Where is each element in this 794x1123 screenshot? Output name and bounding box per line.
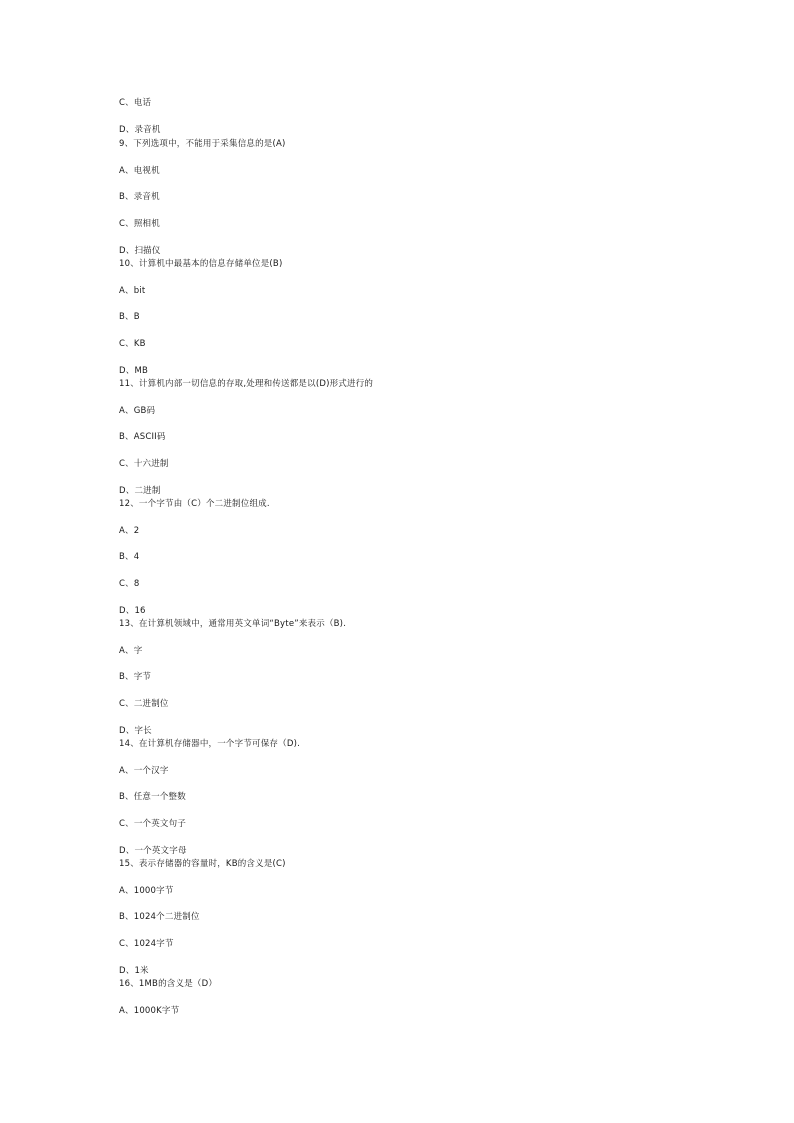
option-line: D、一个英文字母: [119, 846, 187, 856]
question-line: 9、下列选项中，不能用于采集信息的是(A): [119, 139, 286, 149]
option-line: D、字长: [119, 726, 152, 736]
option-line: B、录音机: [119, 192, 160, 202]
option-line: D、MB: [119, 366, 149, 376]
option-line: D、二进制: [119, 486, 161, 496]
option-line: B、1024个二进制位: [119, 912, 200, 922]
option-line: A、1000K字节: [119, 1006, 180, 1016]
option-line: C、一个英文句子: [119, 819, 187, 829]
option-line: A、GB码: [119, 406, 156, 416]
question-line: 16、1MB的含义是（D）: [119, 979, 218, 989]
option-line: B、字节: [119, 672, 152, 682]
option-line: D、录音机: [119, 125, 161, 135]
option-line: C、KB: [119, 339, 146, 349]
question-line: 10、计算机中最基本的信息存储单位是(B): [119, 259, 283, 269]
option-line: B、任意一个整数: [119, 792, 186, 802]
option-line: A、电视机: [119, 166, 160, 176]
question-line: 12、一个字节由（C）个二进制位组成.: [119, 499, 270, 509]
option-line: A、一个汉字: [119, 766, 169, 776]
option-line: C、8: [119, 579, 140, 589]
option-line: C、照相机: [119, 219, 160, 229]
option-line: C、电话: [119, 98, 152, 108]
question-line: 11、计算机内部一切信息的存取,处理和传送都是以(D)形式进行的: [119, 379, 374, 389]
option-line: C、二进制位: [119, 699, 169, 709]
option-line: A、bit: [119, 286, 146, 296]
option-line: A、字: [119, 646, 143, 656]
option-line: D、16: [119, 606, 146, 616]
option-line: A、2: [119, 526, 140, 536]
option-line: B、B: [119, 312, 140, 322]
option-line: B、ASCII码: [119, 432, 166, 442]
option-line: D、扫描仪: [119, 246, 161, 256]
question-line: 14、在计算机存储器中，一个字节可保存（D).: [119, 739, 300, 749]
option-line: B、4: [119, 552, 140, 562]
question-line: 13、在计算机领域中，通常用英文单词“Byte”来表示（B).: [119, 619, 347, 629]
option-line: C、十六进制: [119, 459, 169, 469]
option-line: C、1024字节: [119, 939, 174, 949]
question-line: 15、表示存储器的容量时，KB的含义是(C): [119, 859, 286, 869]
option-line: A、1000字节: [119, 886, 174, 896]
option-line: D、1米: [119, 966, 149, 976]
